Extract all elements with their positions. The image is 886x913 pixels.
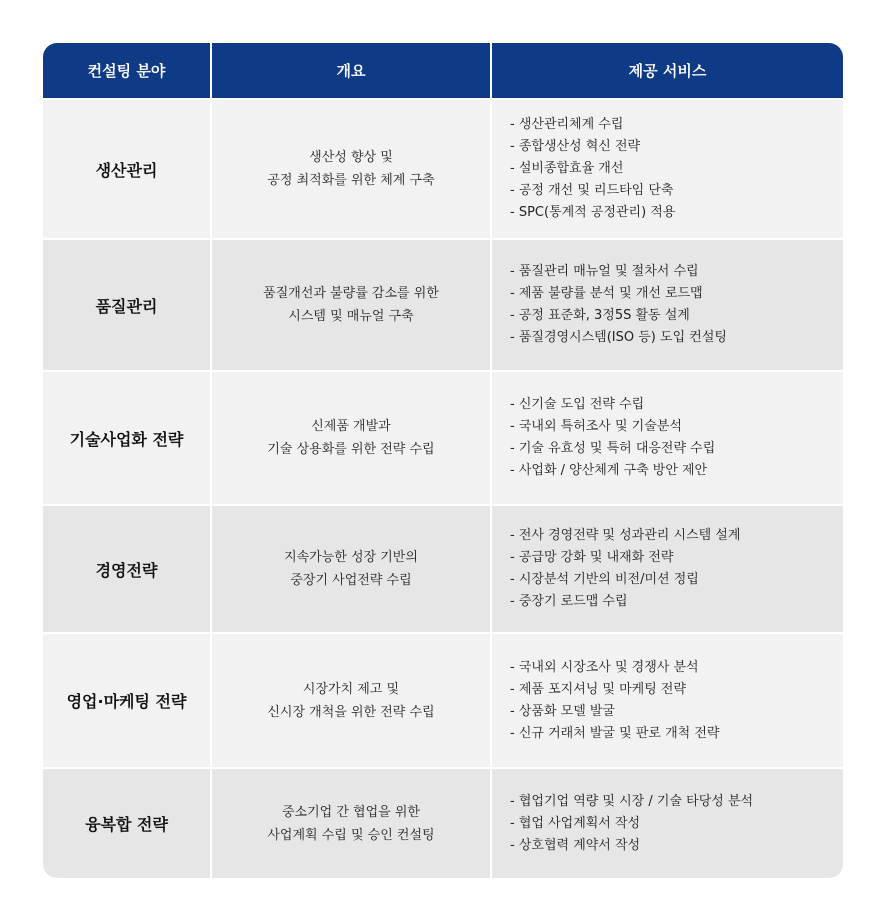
service-item: - 중장기 로드맵 수립 xyxy=(510,594,628,609)
service-item: - 공급망 강화 및 내재화 전략 xyxy=(510,550,674,565)
service-item: - 신기술 도입 전략 수립 xyxy=(510,397,645,412)
table-row xyxy=(43,238,843,370)
field-name: 품질관리 xyxy=(95,296,158,316)
services-cell xyxy=(490,506,843,632)
overview-line: 중장기 사업전략 수립 xyxy=(290,573,412,588)
overview-text xyxy=(284,546,418,592)
service-item: - 종합생산성 혁신 전략 xyxy=(510,139,641,154)
consulting-table xyxy=(43,43,843,878)
overview-line: 중소기업 간 협업을 위한 xyxy=(282,804,420,820)
services-cell xyxy=(490,372,843,504)
services-list xyxy=(510,394,715,482)
service-item: - 국내외 시장조사 및 경쟁사 분석 xyxy=(510,659,699,675)
table-row xyxy=(43,370,843,504)
field-cell xyxy=(43,100,210,238)
services-list xyxy=(510,261,727,349)
field-cell xyxy=(43,240,210,370)
service-item: - 상품화 모델 발굴 xyxy=(510,703,615,719)
services-cell xyxy=(490,100,843,238)
service-item: - 공정 개선 및 리드타임 단축 xyxy=(510,183,674,198)
table-row xyxy=(43,632,843,767)
overview-line: 생산성 향상 및 xyxy=(309,150,393,165)
service-item: - 신규 거래처 발굴 및 판로 개척 전략 xyxy=(510,725,720,741)
service-item: - 품질경영시스템(ISO 등) 도입 컨설팅 xyxy=(510,330,727,345)
overview-line: 신시장 개척을 위한 전략 수립 xyxy=(267,704,435,720)
service-item: - 상호협력 계약서 작성 xyxy=(510,837,641,853)
service-item: - 품질관리 매뉴얼 및 절차서 수립 xyxy=(510,264,699,279)
field-cell xyxy=(43,769,210,878)
service-item: - 설비종합효율 개선 xyxy=(510,161,624,176)
services-cell xyxy=(490,769,843,878)
overview-line: 시장가치 제고 및 xyxy=(302,681,400,697)
service-item: - 시장분석 기반의 비전/미션 정립 xyxy=(510,572,699,587)
services-list xyxy=(510,525,740,613)
overview-text xyxy=(263,282,439,328)
overview-text xyxy=(267,678,434,724)
header-services: 제공 서비스 xyxy=(490,43,843,98)
overview-text xyxy=(267,146,434,192)
service-item: - 협업 사업계획서 작성 xyxy=(510,815,641,831)
field-name: 생산관리 xyxy=(95,160,158,180)
overview-cell xyxy=(210,240,490,370)
services-list xyxy=(510,791,753,857)
service-item: - 협업기업 역량 및 시장 / 기술 타당성 분석 xyxy=(510,793,754,809)
service-item: - 제품 불량률 분석 및 개선 로드맵 xyxy=(510,286,703,301)
overview-line: 사업계획 수립 및 승인 컨설팅 xyxy=(267,827,435,843)
overview-line: 공정 최적화를 위한 체계 구축 xyxy=(267,173,435,188)
overview-line: 지속가능한 성장 기반의 xyxy=(284,550,418,565)
field-name: 기술사업화 전략 xyxy=(69,429,184,449)
header-consulting-field: 컨설팅 분야 xyxy=(87,62,166,80)
service-item: - SPC(통계적 공정관리) 적용 xyxy=(510,205,676,220)
table-header-row xyxy=(43,43,843,98)
field-cell xyxy=(43,372,210,504)
overview-cell xyxy=(210,769,490,878)
header-overview: 개요 xyxy=(210,43,490,98)
overview-text xyxy=(267,801,434,847)
service-item: - 전사 경영전략 및 성과관리 시스템 설계 xyxy=(510,528,741,543)
service-item: - 제품 포지셔닝 및 마케팅 전략 xyxy=(510,681,687,697)
services-cell xyxy=(490,634,843,767)
service-item: - 사업화 / 양산체계 구축 방안 제안 xyxy=(510,463,708,478)
overview-cell xyxy=(210,506,490,632)
overview-cell xyxy=(210,372,490,504)
field-cell xyxy=(43,506,210,632)
overview-cell xyxy=(210,100,490,238)
services-list xyxy=(510,657,719,745)
overview-line: 기술 상용화를 위한 전략 수립 xyxy=(267,442,435,457)
field-cell xyxy=(43,634,210,767)
service-item: - 국내외 특허조사 및 기술분석 xyxy=(510,419,682,434)
services-cell xyxy=(490,240,843,370)
overview-cell xyxy=(210,634,490,767)
table-row xyxy=(43,98,843,238)
table-row xyxy=(43,767,843,878)
service-item: - 공정 표준화, 3정5S 활동 설계 xyxy=(510,308,690,323)
service-item: - 생산관리체계 수립 xyxy=(510,117,624,132)
overview-line: 신제품 개발과 xyxy=(311,419,391,434)
table-row xyxy=(43,504,843,632)
field-name: 경영전략 xyxy=(95,560,158,580)
field-name: 융복합 전략 xyxy=(85,815,168,834)
service-item: - 기술 유효성 및 특허 대응전략 수립 xyxy=(510,441,716,456)
overview-line: 시스템 및 매뉴얼 구축 xyxy=(288,309,414,324)
field-name: 영업·마케팅 전략 xyxy=(66,692,187,711)
services-list xyxy=(510,114,675,224)
overview-text xyxy=(267,415,434,461)
overview-line: 품질개선과 불량률 감소를 위한 xyxy=(263,286,439,301)
